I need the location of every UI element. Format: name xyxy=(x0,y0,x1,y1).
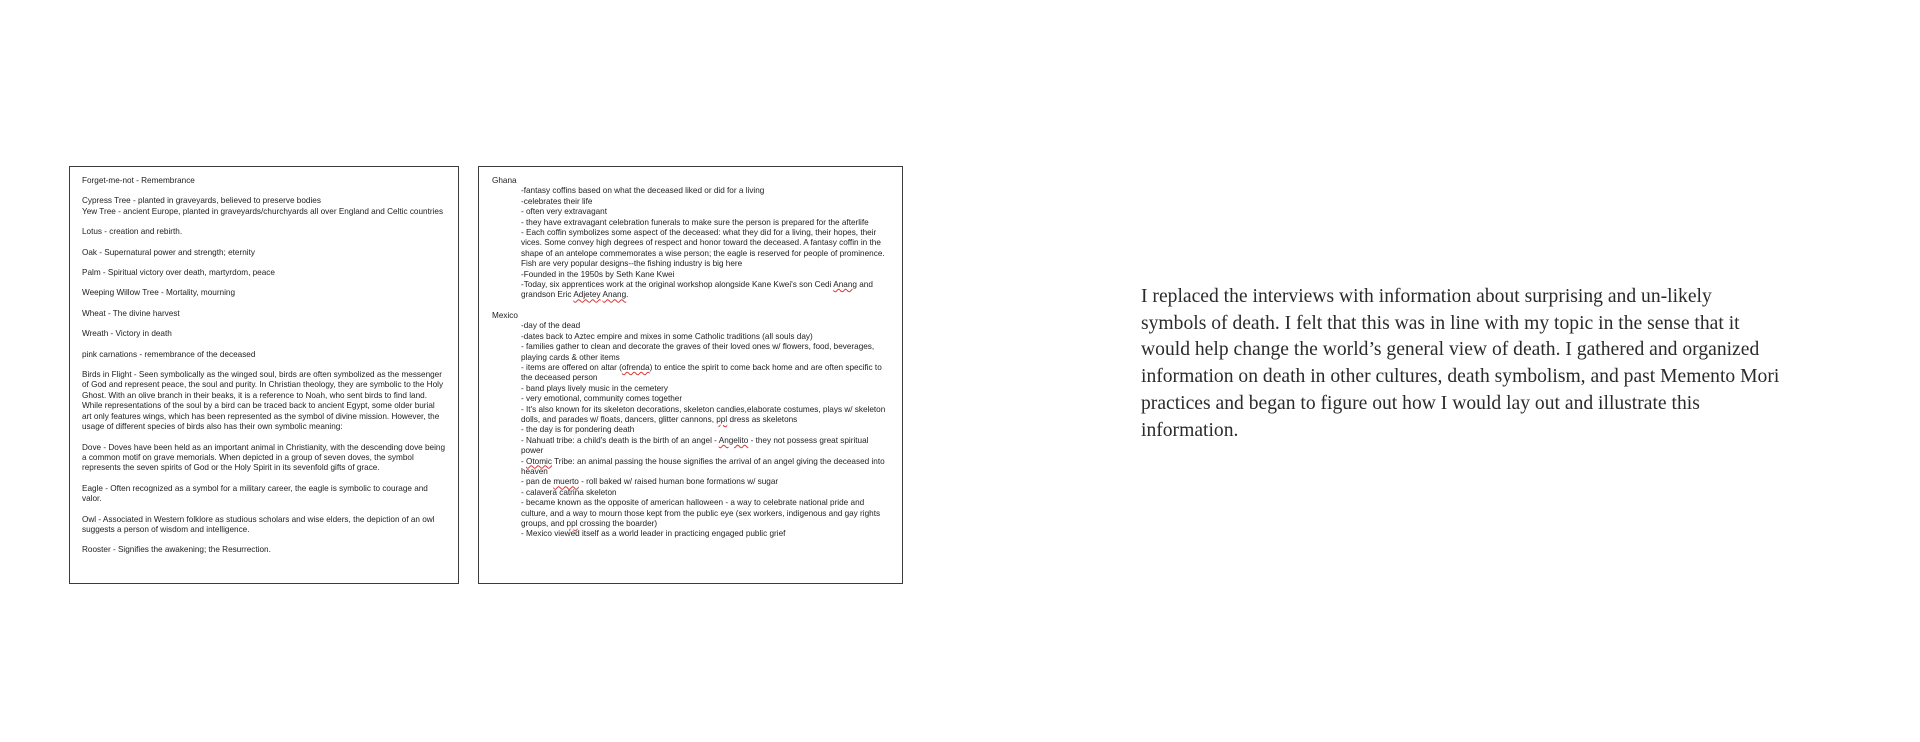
symbol-entry-line: Weeping Willow Tree - Mortality, mourning xyxy=(82,288,236,298)
symbol-entry-line: Dove - Doves have been held as an important animal in Christianity, with the descending dove being a common motif on grave memorials. When depicted in a group of seven doves, the symbol represents the seven spirits of God or the Holy Spirit in its sevenfold gifts of grace. xyxy=(82,442,446,473)
mexico-bullet: - Otomic Tribe: an animal passing the house signifies the arrival of an angel giving the deceased into heaven xyxy=(521,456,885,476)
ghana-bullet-list xyxy=(492,186,892,300)
symbol-entry xyxy=(82,515,446,536)
ghana-bullet: - they have extravagant celebration funerals to make sure the person is prepared for the afterlife xyxy=(521,217,869,227)
symbol-entry-line: Eagle - Often recognized as a symbol for a military career, the eagle is symbolic to courage and valor. xyxy=(82,483,428,504)
ghana-bullet: - often very extravagant xyxy=(521,207,608,217)
symbol-entry-line: Birds in Flight - Seen symbolically as the winged soul, birds are often symbolized as the messenger of God and represent peace, the soul and purity. In Christian theology, they are symbolic to the Holy Ghost. With an olive branch in their beaks, it is a reference to Noah, who sent birds to find land. While representations of the soul by a bird can be traced back to ancient Egypt, some older burial art only features wings, which has been represented as the symbol of divine mission. However, the usage of different species of birds also has their own symbolic meaning: xyxy=(82,370,444,432)
section-ghana xyxy=(492,176,892,301)
symbol-entry-line: Palm - Spiritual victory over death, martyrdom, peace xyxy=(82,268,275,278)
symbol-entry-line: Yew Tree - ancient Europe, planted in graveyards/churchyards all over England and Celtic countries xyxy=(82,206,444,216)
ghana-bullet: - Each coffin symbolizes some aspect of the deceased: what they did for a living, their hopes, their vices. Some convey high degrees of respect and honor toward the deceased. A fantasy coffin in the shape of an antelope commemorates a wise person; the eagle is reserved for people of prominence. Fish are very popular designs--the fishing industry is big here xyxy=(521,228,885,269)
symbol-entry-line: Lotus - creation and rebirth. xyxy=(82,227,183,237)
symbol-entry xyxy=(82,248,446,258)
symbol-entry xyxy=(82,545,446,555)
mexico-bullet: - items are offered on altar (ofrenda) to entice the spirit to come back home and are often specific to the deceased person xyxy=(521,362,882,383)
symbol-entry-line: Rooster - Signifies the awakening; the Resurrection. xyxy=(82,545,271,555)
document-page-cultures xyxy=(478,166,903,584)
caption-paragraph: I replaced the interviews with information about surprising and un-likely symbols of death. I felt that this was in line with my topic in the sense that it would help change the world’s general view of death. I gathered and organized information on death in other cultures, death symbolism, and past Memento Mori practices and began to figure out how I would lay out and illustrate this information. xyxy=(1141,286,1780,441)
mexico-bullet: - became known as the opposite of american halloween - a way to celebrate national pride and culture, and a way to mourn those kept from the public eye (sex workers, indigenous and gay rights groups, and ppl crossing the boarder) xyxy=(521,498,881,528)
symbol-entry xyxy=(82,196,446,217)
section-title-mexico: Mexico xyxy=(492,310,518,320)
symbol-entry-line: Oak - Supernatural power and strength; eternity xyxy=(82,247,255,257)
ghana-bullet: -Today, six apprentices work at the original workshop alongside Kane Kwei's son Cedi Anang and grandson Eric Adjetey Anang. xyxy=(521,280,873,300)
mexico-bullet-list xyxy=(492,321,892,540)
symbol-entry-line: Cypress Tree - planted in graveyards, believed to preserve bodies xyxy=(82,196,321,206)
symbol-entry-line: Owl - Associated in Western folklore as studious scholars and wise elders, the depiction of an owl suggests a person of wisdom and intelligence. xyxy=(82,514,435,534)
mexico-bullet: -dates back to Aztec empire and mixes in some Catholic traditions (all souls day) xyxy=(521,331,813,341)
symbol-entry xyxy=(82,268,446,278)
symbol-entry-line: pink carnations - remembrance of the deceased xyxy=(82,349,256,359)
symbol-entry xyxy=(82,176,446,186)
symbol-entry-line: Wreath - Victory in death xyxy=(82,329,172,339)
symbol-entry-line: Forget-me-not - Remembrance xyxy=(82,176,195,185)
mexico-bullet: - It's also known for its skeleton decorations, skeleton candies,elaborate costumes, plays w/ skeleton dolls, and parades w/ floats, dancers, glitter cannons, ppl dress as skeletons xyxy=(521,404,886,424)
symbol-entry xyxy=(82,350,446,360)
mexico-bullet: - very emotional, community comes together xyxy=(521,394,683,404)
mexico-bullet: - band plays lively music in the cemetery xyxy=(521,383,668,393)
ghana-bullet: -celebrates their life xyxy=(521,196,593,206)
mexico-bullet: - Mexico viewed itself as a world leader in practicing engaged public grief xyxy=(521,529,786,539)
symbol-entry xyxy=(82,443,446,474)
mexico-bullet: - pan de muerto - roll baked w/ raised human bone formations w/ sugar xyxy=(521,477,779,487)
symbol-entry xyxy=(82,309,446,319)
symbol-entry xyxy=(82,484,446,505)
symbol-entry xyxy=(82,227,446,237)
section-mexico xyxy=(492,311,892,540)
mexico-bullet: - the day is for pondering death xyxy=(521,425,635,435)
symbol-entry xyxy=(82,288,446,298)
mexico-bullet: -day of the dead xyxy=(521,321,581,331)
symbol-entry xyxy=(82,370,446,432)
ghana-bullet: -fantasy coffins based on what the deceased liked or did for a living xyxy=(521,186,765,196)
mexico-bullet: - calavera catrina skeleton xyxy=(521,487,617,497)
symbol-entry xyxy=(82,329,446,339)
ghana-bullet: -Founded in the 1950s by Seth Kane Kwei xyxy=(521,269,675,279)
mexico-bullet: - Nahuatl tribe: a child's death is the birth of an angel - Angelito - they not possess great spiritual power xyxy=(521,435,869,456)
symbol-entry-line: Wheat - The divine harvest xyxy=(82,308,180,318)
section-title-ghana: Ghana xyxy=(492,176,517,185)
document-page-symbols xyxy=(69,166,459,584)
mexico-bullet: - families gather to clean and decorate the graves of their loved ones w/ flowers, food, beverages, playing cards & other items xyxy=(521,342,875,362)
